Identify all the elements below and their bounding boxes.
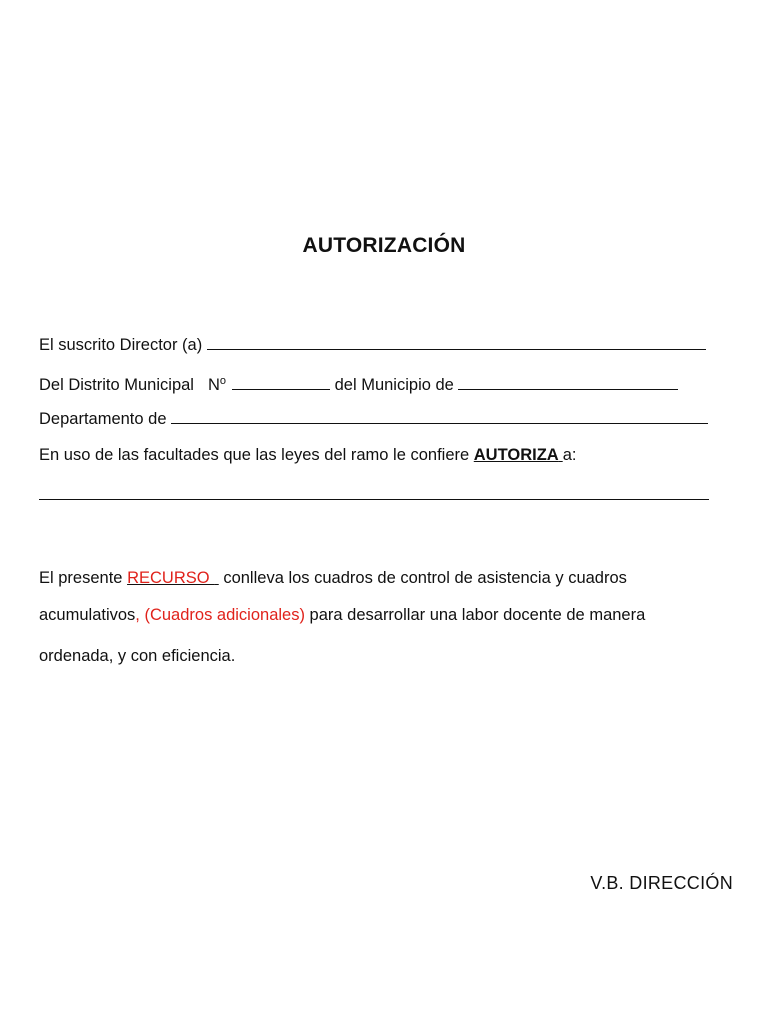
additional-tables-text: , (Cuadros adicionales) <box>135 606 305 624</box>
document-title: AUTORIZACIÓN <box>302 234 466 257</box>
authorized-person-blank[interactable] <box>39 483 709 500</box>
director-line <box>39 333 706 356</box>
authorization-keyword: AUTORIZA <box>473 446 559 464</box>
number-label: $N^o$ <box>207 375 227 394</box>
paragraph-line-1-rest: conlleva los cuadros de control de asistencia y cuadros <box>218 569 627 587</box>
paragraph-line-3 <box>39 645 235 667</box>
paragraph-line-2-rest: para desarrollar una labor docente de manera <box>304 606 646 624</box>
signature-label: V.B. DIRECCIÓN <box>590 873 733 893</box>
resource-keyword: RECURSO <box>127 569 215 587</box>
municipality-label: del Municipio de <box>334 376 454 394</box>
municipality-blank[interactable] <box>458 373 678 390</box>
paragraph-line-2 <box>39 604 645 626</box>
district-line <box>39 370 678 396</box>
director-label: El suscrito Director (a) <box>39 336 203 354</box>
department-line <box>39 407 708 430</box>
paragraph-line-1 <box>39 567 627 589</box>
paragraph-prefix: El presente <box>39 569 128 587</box>
district-label: Del Distrito Municipal <box>39 376 194 394</box>
director-name-blank[interactable] <box>207 333 706 350</box>
paragraph-line-2-start: acumulativos <box>39 606 136 624</box>
department-label: Departamento de <box>39 410 167 428</box>
authorization-end: a: <box>562 446 577 464</box>
district-number-blank[interactable] <box>232 373 330 390</box>
authorized-person-line <box>39 483 709 506</box>
authorization-text: En uso de las facultades que las leyes del ramo le confiere <box>39 446 474 464</box>
paragraph-line-3-text: ordenada, y con eficiencia. <box>39 647 236 665</box>
authorization-line <box>39 444 576 466</box>
department-blank[interactable] <box>171 407 708 424</box>
